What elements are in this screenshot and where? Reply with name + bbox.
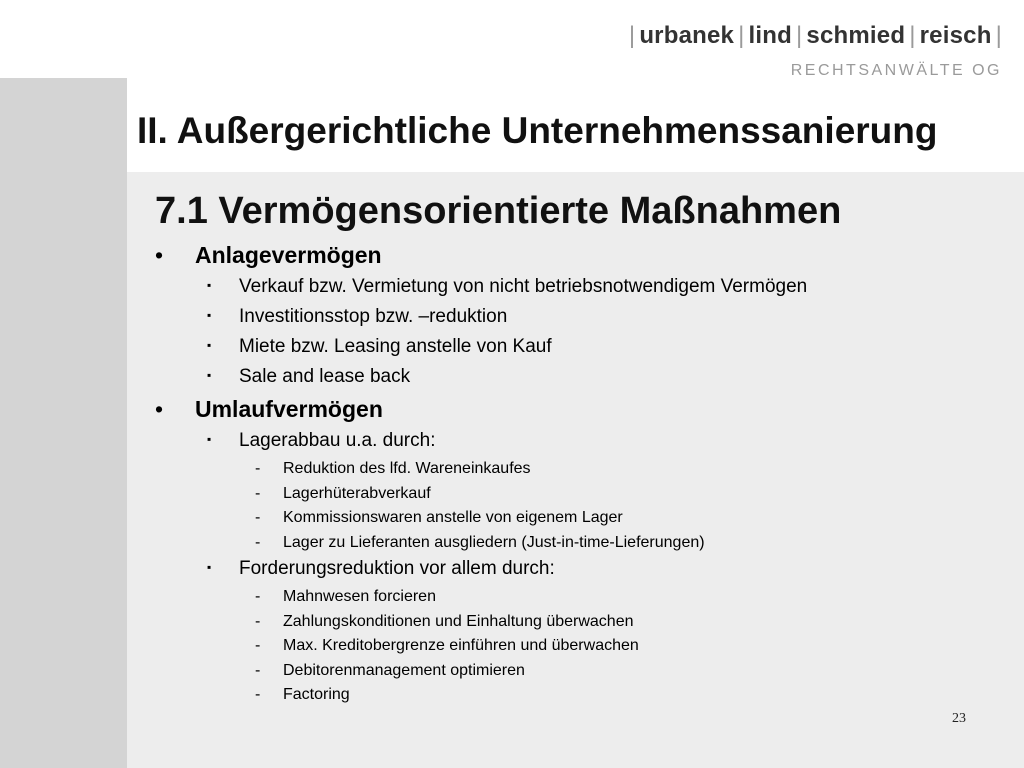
square-bullet-icon: ▪ [207, 368, 212, 382]
outline-item-text: Lagerhüterabverkauf [283, 484, 431, 502]
dash-bullet-icon: - [255, 533, 261, 551]
left-decor-bar [0, 78, 129, 768]
outline-item-text: Umlaufvermögen [195, 396, 383, 422]
logo-separator: | [909, 22, 916, 49]
outline-item-text: Debitorenmanagement optimieren [283, 661, 525, 679]
dash-bullet-icon: - [255, 509, 261, 526]
logo-name-urbanek: urbanek [639, 22, 735, 49]
logo-separator: | [738, 22, 745, 49]
logo-separator: | [995, 22, 1002, 49]
outline-item-level-3 [155, 485, 1005, 510]
outline-item-level-3 [155, 534, 1005, 559]
outline-item-text: Mahnwesen forcieren [283, 588, 436, 605]
outline-item-text: Anlagevermögen [195, 242, 382, 268]
section-heading: 7.1 Vermögensorientierte Maßnahmen [155, 190, 842, 232]
outline-item-level-2 [155, 558, 1005, 588]
outline-item-text: Forderungsreduktion vor allem durch: [239, 558, 555, 579]
outline-item-level-3 [155, 509, 1005, 534]
outline-item-text: Max. Kreditobergrenze einführen und überwachen [283, 637, 639, 654]
outline-item-text: Investitionsstop bzw. –reduktion [239, 306, 508, 327]
outline-item-level-2 [155, 306, 1005, 336]
dash-bullet-icon: - [255, 612, 261, 630]
outline-item-level-3 [155, 613, 1005, 638]
square-bullet-icon: ▪ [207, 560, 212, 574]
outline-item-level-3 [155, 460, 1005, 485]
bullet-dot-icon: • [155, 396, 164, 422]
outline-item-level-3 [155, 662, 1005, 687]
outline-item-level-1 [155, 396, 1005, 430]
outline-item-text: Verkauf bzw. Vermietung von nicht betriebsnotwendigem Vermögen [239, 276, 808, 297]
bullet-outline [155, 242, 1005, 711]
slide-title: II. Außergerichtliche Unternehmenssanierung [137, 110, 938, 151]
outline-item-level-3 [155, 588, 1005, 613]
logo-separator: | [628, 22, 636, 49]
outline-item-text: Zahlungskonditionen und Einhaltung überwachen [283, 612, 634, 630]
logo-name-reisch: reisch [919, 22, 992, 49]
outline-item-level-3 [155, 686, 1005, 711]
outline-item-text: Lagerabbau u.a. durch: [239, 430, 436, 451]
outline-item-level-1 [155, 242, 1005, 276]
logo-name-lind: lind [748, 22, 792, 49]
dash-bullet-icon: - [255, 637, 261, 654]
outline-item-level-2 [155, 430, 1005, 460]
square-bullet-icon: ▪ [207, 278, 212, 292]
square-bullet-icon: ▪ [207, 308, 212, 322]
square-bullet-icon: ▪ [207, 338, 212, 352]
logo-name-schmied: schmied [806, 22, 906, 49]
dash-bullet-icon: - [255, 661, 261, 679]
outline-item-level-3 [155, 637, 1005, 662]
outline-item-text: Miete bzw. Leasing anstelle von Kauf [239, 336, 552, 357]
dash-bullet-icon: - [255, 484, 261, 502]
bullet-dot-icon: • [155, 242, 164, 268]
firm-subtitle: RECHTSANWÄLTE OG [790, 62, 1002, 79]
dash-bullet-icon: - [255, 686, 261, 703]
outline-item-level-2 [155, 366, 1005, 396]
outline-item-text: Sale and lease back [239, 366, 411, 387]
outline-item-level-2 [155, 276, 1005, 306]
outline-item-text: Reduktion des lfd. Wareneinkaufes [283, 460, 531, 477]
outline-item-text: Factoring [283, 686, 350, 703]
outline-item-text: Lager zu Lieferanten ausgliedern (Just-in-time-Lieferungen) [283, 533, 705, 551]
dash-bullet-icon: - [255, 460, 261, 477]
page-number: 23 [952, 711, 966, 726]
outline-item-text: Kommissionswaren anstelle von eigenem Lager [283, 509, 623, 526]
square-bullet-icon: ▪ [207, 432, 212, 446]
dash-bullet-icon: - [255, 588, 261, 605]
firm-logo [625, 22, 1006, 50]
outline-item-level-2 [155, 336, 1005, 366]
logo-separator: | [795, 22, 803, 49]
